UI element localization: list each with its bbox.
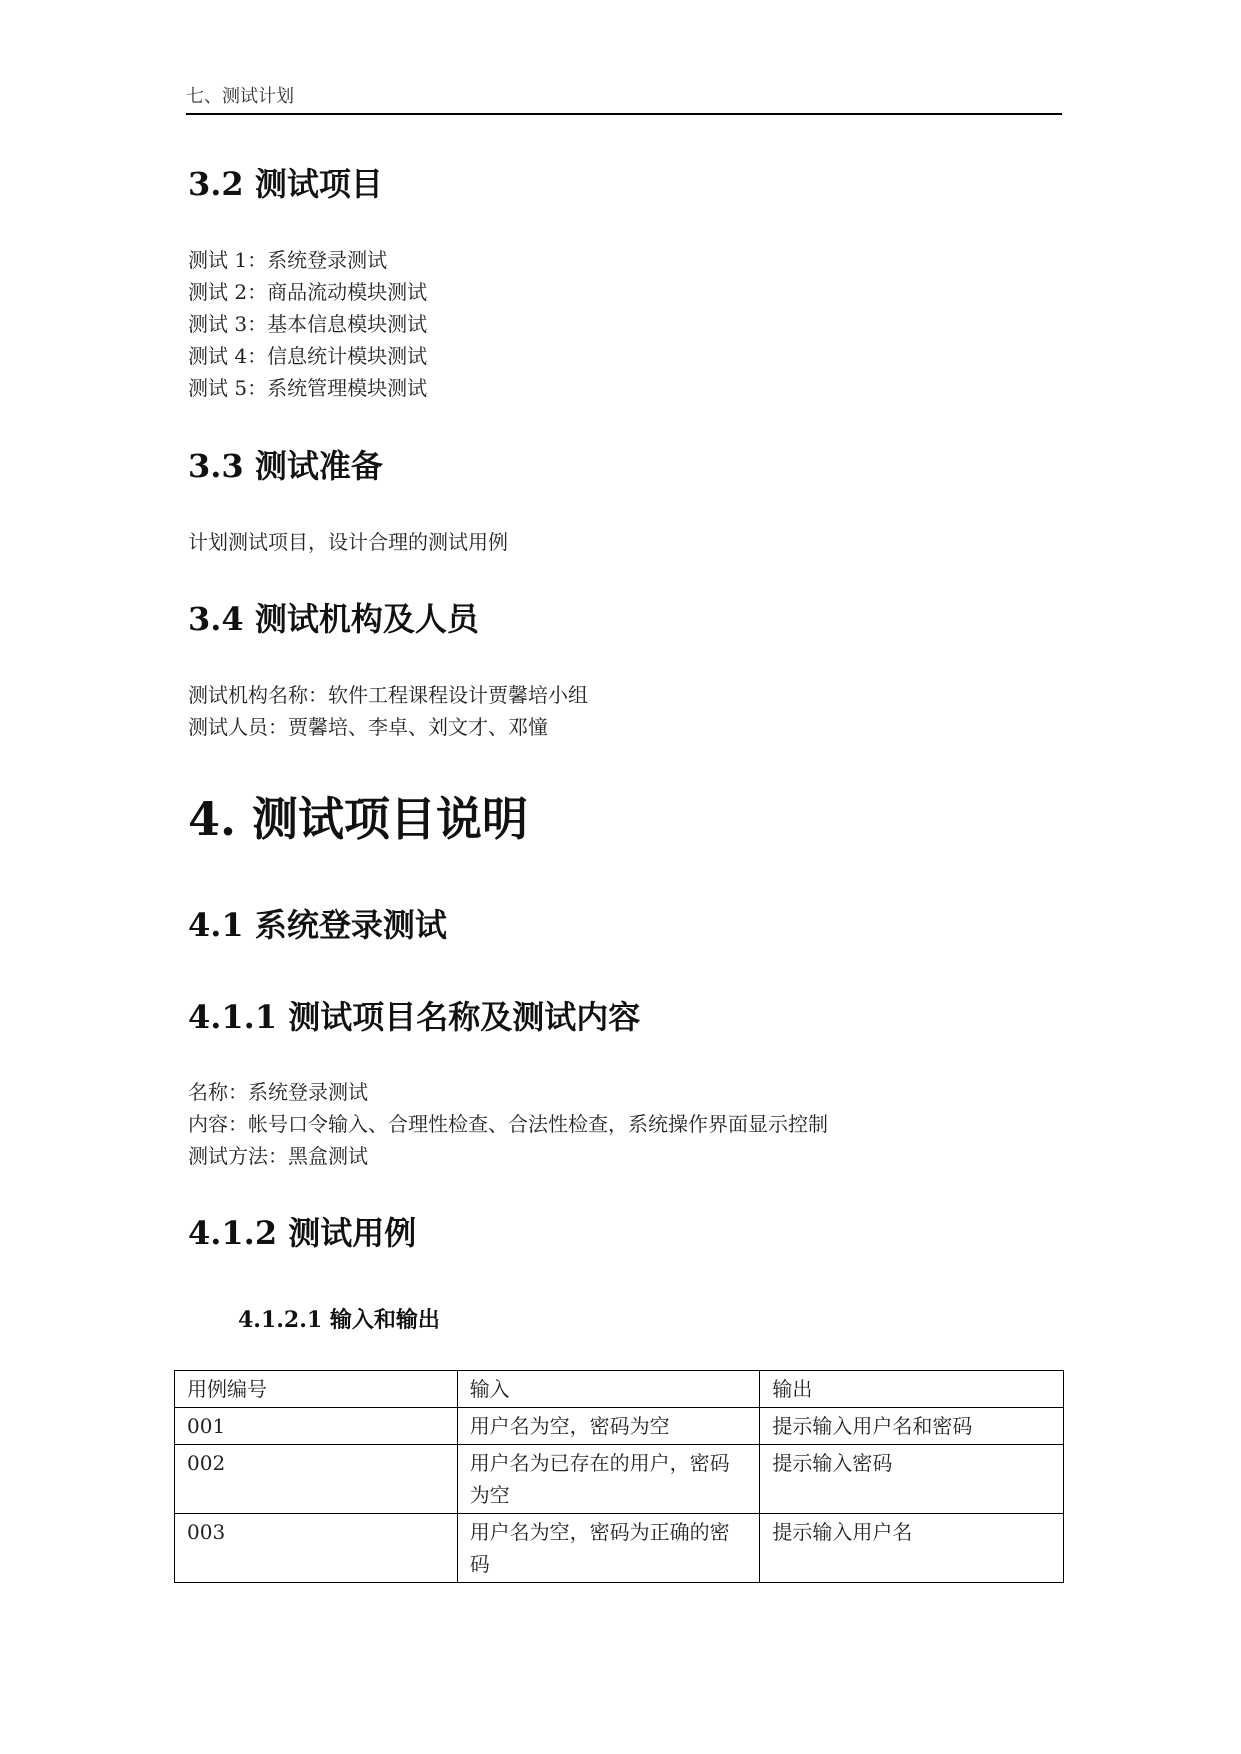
column-header-input: 输入	[457, 1371, 760, 1408]
column-header-output: 输出	[760, 1371, 1064, 1408]
paragraph-line: 计划测试项目，设计合理的测试用例	[188, 530, 508, 554]
table-cell: 提示输入用户名和密码	[760, 1408, 1064, 1445]
test-items-list	[188, 244, 427, 404]
list-item: 测试 3：基本信息模块测试	[188, 312, 428, 336]
table-cell: 001	[175, 1408, 458, 1445]
table-cell: 用户名为空，密码为空	[457, 1408, 760, 1445]
subsection-heading-4-1-2-1: 4.1.2.1 输入和输出	[238, 1307, 440, 1333]
section-heading-3-3: 3.3 测试准备	[188, 447, 383, 485]
section-heading-3-2: 3.2 测试项目	[188, 165, 383, 203]
page-header: 七、测试计划	[186, 86, 294, 107]
list-item: 测试 4：信息统计模块测试	[188, 344, 428, 368]
table-cell: 用户名为空，密码为正确的密码	[457, 1514, 760, 1583]
test-org-info	[188, 679, 588, 743]
table-row	[175, 1514, 1064, 1583]
table-cell: 用户名为已存在的用户，密码为空	[457, 1445, 760, 1514]
test-case-table	[174, 1370, 1064, 1583]
chapter-heading-4: 4. 测试项目说明	[188, 792, 529, 846]
list-item: 测试 1：系统登录测试	[188, 248, 388, 272]
table-cell: 提示输入密码	[760, 1445, 1064, 1514]
list-item: 测试 5：系统管理模块测试	[188, 376, 428, 400]
paragraph-line: 测试方法：黑盒测试	[188, 1144, 368, 1168]
test-prep-text	[188, 526, 508, 558]
test-item-details	[188, 1076, 828, 1172]
paragraph-line: 测试人员：贾馨培、李卓、刘文才、邓憧	[188, 715, 548, 739]
column-header-case-id: 用例编号	[175, 1371, 458, 1408]
table-row	[175, 1445, 1064, 1514]
section-heading-4-1: 4.1 系统登录测试	[188, 906, 447, 944]
section-heading-3-4: 3.4 测试机构及人员	[188, 600, 479, 638]
table-header-row	[175, 1371, 1064, 1408]
section-heading-4-1-2: 4.1.2 测试用例	[188, 1214, 417, 1252]
paragraph-line: 测试机构名称：软件工程课程设计贾馨培小组	[188, 683, 588, 707]
table-row	[175, 1408, 1064, 1445]
table-cell: 003	[175, 1514, 458, 1583]
table-cell: 002	[175, 1445, 458, 1514]
paragraph-line: 内容：帐号口令输入、合理性检查、合法性检查，系统操作界面显示控制	[188, 1112, 828, 1136]
table-cell: 提示输入用户名	[760, 1514, 1064, 1583]
list-item: 测试 2：商品流动模块测试	[188, 280, 428, 304]
paragraph-line: 名称：系统登录测试	[188, 1080, 368, 1104]
section-heading-4-1-1: 4.1.1 测试项目名称及测试内容	[188, 998, 641, 1036]
header-divider	[186, 113, 1062, 115]
